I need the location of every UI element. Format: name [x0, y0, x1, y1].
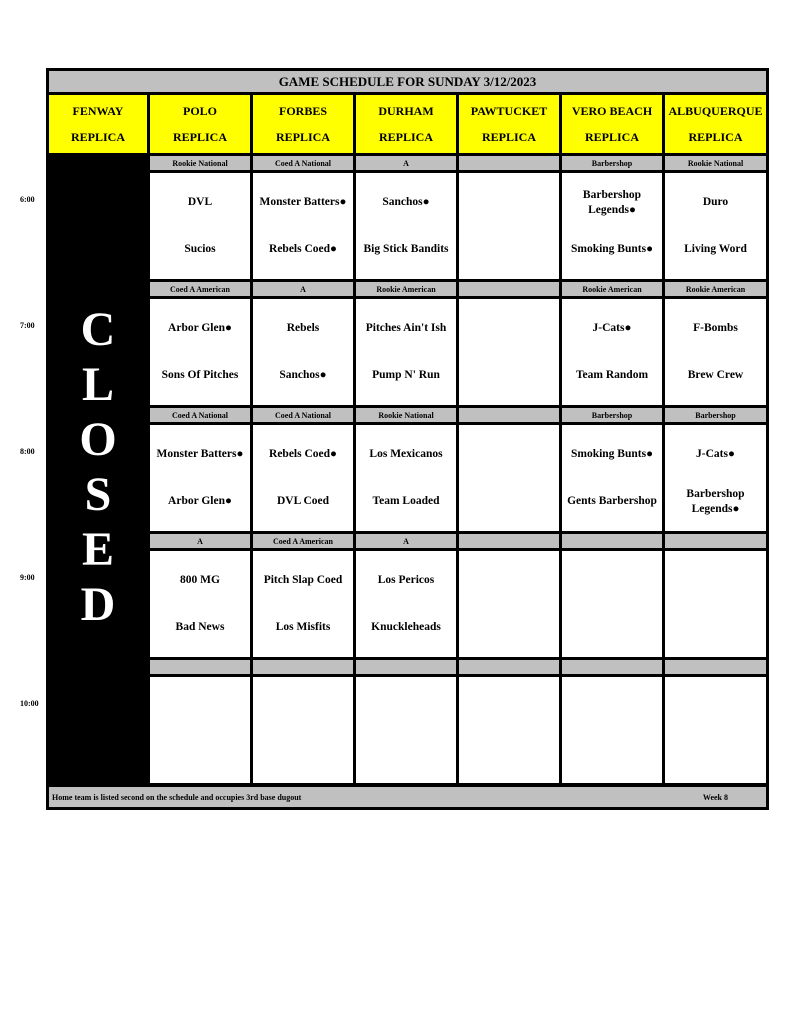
- home-team: Arbor Glen●: [168, 495, 232, 507]
- home-team: Big Stick Bandits: [363, 243, 449, 255]
- division-label: Rookie American: [665, 282, 766, 296]
- closed-field-block: [49, 156, 147, 784]
- division-label: [459, 408, 559, 422]
- division-label: [356, 660, 456, 674]
- game-slot: [459, 677, 559, 783]
- away-team: DVL: [187, 196, 213, 208]
- field-name: FENWAY: [72, 104, 124, 118]
- home-team: Team Random: [575, 369, 649, 381]
- division-label: Rookie American: [356, 282, 456, 296]
- game-slot: [356, 425, 456, 531]
- home-team: Knuckleheads: [371, 621, 441, 633]
- away-team: J-Cats●: [592, 322, 632, 334]
- closed-letter: L: [81, 358, 114, 411]
- division-label: [459, 282, 559, 296]
- field-header-5: [562, 95, 662, 153]
- closed-letter: E: [81, 523, 114, 576]
- division-label: [665, 660, 766, 674]
- home-team: Barbershop Legends●: [686, 487, 745, 515]
- game-slot: [150, 299, 250, 405]
- game-slot: [253, 299, 353, 405]
- away-team: F-Bombs: [693, 322, 738, 334]
- home-team: Brew Crew: [687, 369, 744, 381]
- game-slot: [665, 173, 766, 279]
- division-label: Coed A American: [150, 282, 250, 296]
- home-team: Los Misfits: [275, 621, 331, 633]
- time-label: 9:00: [20, 573, 35, 582]
- division-label: [253, 660, 353, 674]
- game-slot: [562, 173, 662, 279]
- time-label: 10:00: [20, 699, 39, 708]
- division-label: [459, 534, 559, 548]
- field-header-6: [665, 95, 766, 153]
- field-header-4: [459, 95, 559, 153]
- home-team: Smoking Bunts●: [570, 243, 654, 255]
- field-subtitle: REPLICA: [172, 130, 227, 144]
- field-name: FORBES: [278, 104, 327, 118]
- division-label: Coed A National: [150, 408, 250, 422]
- game-slot: [459, 425, 559, 531]
- game-slot: [150, 425, 250, 531]
- away-team: Duro: [702, 196, 729, 208]
- division-label: Barbershop: [562, 408, 662, 422]
- game-slot: [665, 299, 766, 405]
- away-team: 800 MG: [180, 574, 220, 586]
- division-label: Coed A National: [253, 156, 353, 170]
- division-label: Rookie National: [665, 156, 766, 170]
- home-team: Living Word: [684, 243, 747, 255]
- time-label: 8:00: [20, 447, 35, 456]
- away-team: Los Mexicanos: [369, 448, 443, 460]
- division-label: A: [253, 282, 353, 296]
- home-team: Rebels Coed●: [269, 243, 337, 255]
- schedule-footer: [49, 787, 766, 807]
- away-team: J-Cats●: [696, 448, 735, 460]
- home-team: Sucios: [184, 243, 216, 255]
- home-team: Sanchos●: [279, 369, 327, 381]
- field-name: POLO: [182, 104, 217, 118]
- field-subtitle: REPLICA: [378, 130, 433, 144]
- field-subtitle: REPLICA: [70, 130, 125, 144]
- away-team: Sanchos●: [382, 196, 430, 208]
- division-label: Rookie National: [356, 408, 456, 422]
- division-label: A: [150, 534, 250, 548]
- field-subtitle: REPLICA: [275, 130, 330, 144]
- game-slot: [562, 551, 662, 657]
- away-team: Rebels Coed●: [269, 448, 337, 460]
- field-header-2: [253, 95, 353, 153]
- game-slot: [356, 677, 456, 783]
- home-team: DVL Coed: [276, 495, 330, 507]
- game-slot: [356, 173, 456, 279]
- field-name: PAWTUCKET: [470, 104, 548, 118]
- game-slot: [665, 677, 766, 783]
- home-team: Sons Of Pitches: [161, 369, 239, 381]
- division-label: A: [356, 156, 456, 170]
- game-slot: [150, 551, 250, 657]
- game-slot: [356, 551, 456, 657]
- game-slot: [150, 677, 250, 783]
- division-label: Rookie American: [562, 282, 662, 296]
- field-name: ALBUQUERQUE: [668, 104, 763, 118]
- field-subtitle: REPLICA: [584, 130, 639, 144]
- field-subtitle: REPLICA: [481, 130, 536, 144]
- game-slot: [459, 173, 559, 279]
- game-slot: [253, 551, 353, 657]
- game-slot: [562, 677, 662, 783]
- field-name: DURHAM: [378, 104, 434, 118]
- closed-letter: C: [80, 303, 116, 356]
- home-team: Bad News: [175, 621, 225, 633]
- game-slot: [253, 173, 353, 279]
- game-slot: [150, 173, 250, 279]
- game-slot: [356, 299, 456, 405]
- game-slot: [253, 677, 353, 783]
- field-header-3: [356, 95, 456, 153]
- field-header-1: [150, 95, 250, 153]
- time-label: 7:00: [20, 321, 35, 330]
- game-slot: [459, 299, 559, 405]
- division-label: A: [356, 534, 456, 548]
- schedule-sheet: [46, 68, 769, 810]
- field-name: VERO BEACH: [571, 104, 653, 118]
- away-team: Monster Batters●: [259, 196, 347, 208]
- time-label: 6:00: [20, 195, 35, 204]
- field-subtitle: REPLICA: [688, 130, 743, 144]
- division-label: [562, 534, 662, 548]
- game-slot: [562, 299, 662, 405]
- away-team: Smoking Bunts●: [570, 448, 654, 460]
- division-label: Barbershop: [665, 408, 766, 422]
- division-label: Rookie National: [150, 156, 250, 170]
- game-slot: [562, 425, 662, 531]
- game-slot: [665, 425, 766, 531]
- division-label: [459, 660, 559, 674]
- division-label: [150, 660, 250, 674]
- away-team: Arbor Glen●: [168, 322, 232, 334]
- division-label: [665, 534, 766, 548]
- division-label: Coed A American: [253, 534, 353, 548]
- division-label: Coed A National: [253, 408, 353, 422]
- away-team: Pitches Ain't Ish: [365, 322, 447, 334]
- field-header-0: [49, 95, 147, 153]
- away-team: Barbershop Legends●: [582, 188, 642, 216]
- game-slot: [253, 425, 353, 531]
- game-slot: [665, 551, 766, 657]
- division-label: [459, 156, 559, 170]
- home-team: Gents Barbershop: [567, 495, 657, 507]
- away-team: Los Pericos: [377, 574, 435, 586]
- division-label: [562, 660, 662, 674]
- away-team: Pitch Slap Coed: [263, 574, 343, 586]
- closed-letter: S: [84, 468, 112, 521]
- home-team: Team Loaded: [372, 495, 440, 507]
- schedule-title: GAME SCHEDULE FOR SUNDAY 3/12/2023: [49, 71, 766, 92]
- division-label: Barbershop: [562, 156, 662, 170]
- away-team: Rebels: [286, 322, 320, 334]
- week-label: Week 8: [702, 792, 728, 802]
- game-slot: [459, 551, 559, 657]
- home-team: Pump N' Run: [372, 369, 440, 381]
- closed-letter: O: [79, 413, 117, 466]
- closed-letter: D: [80, 578, 116, 631]
- away-team: Monster Batters●: [156, 448, 244, 460]
- footer-note: Home team is listed second on the schedule and occupies 3rd base dugout: [52, 792, 302, 802]
